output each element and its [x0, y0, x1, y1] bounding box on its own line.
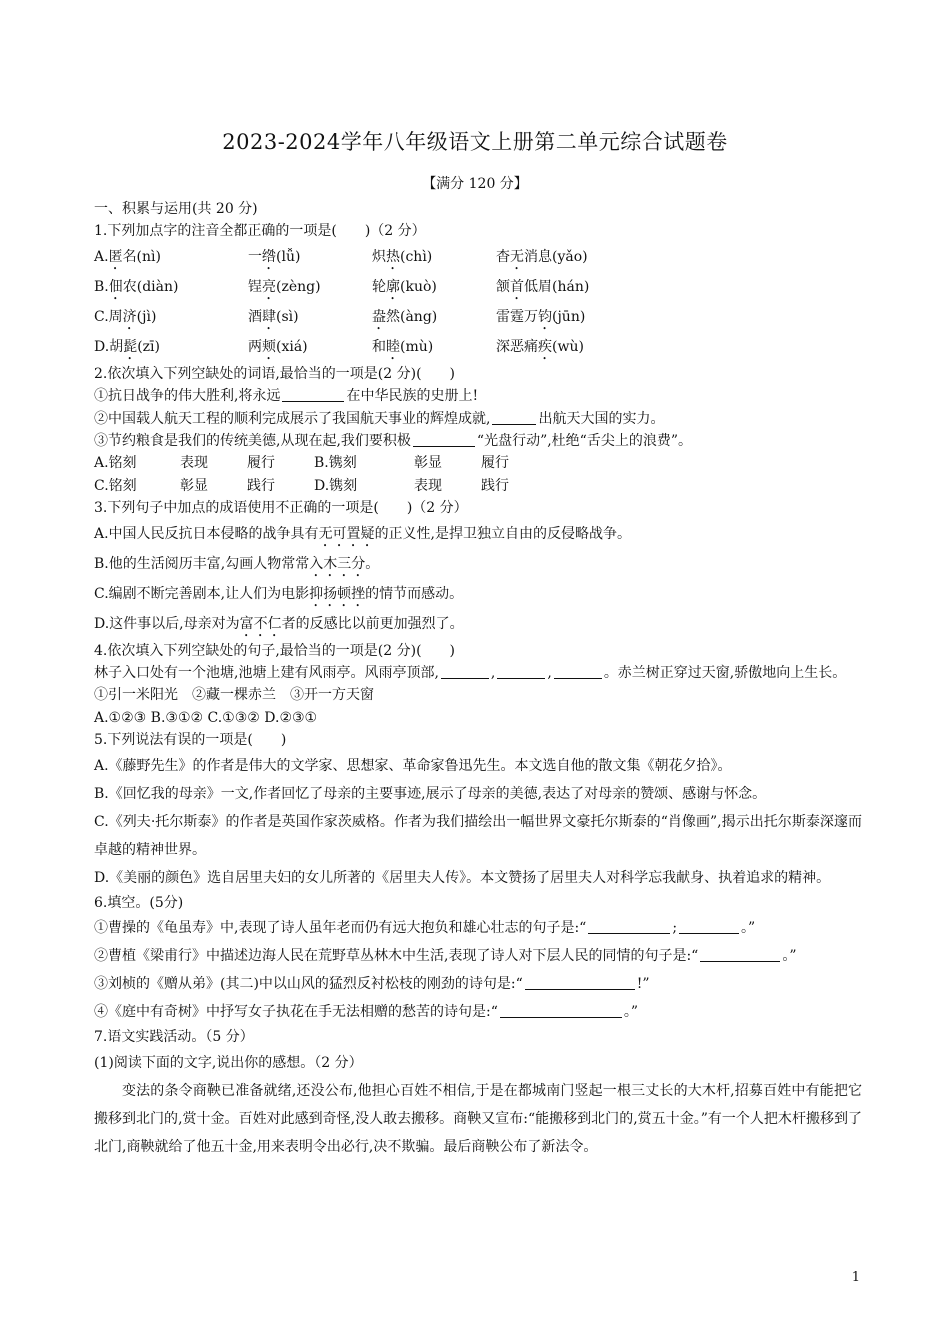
q1-stem: 1.下列加点字的注音全都正确的一项是( )（2 分）	[94, 223, 426, 240]
option-cell	[496, 333, 696, 363]
q3-option-b	[94, 550, 862, 580]
text: !”	[636, 976, 650, 993]
text: B.他的生活阅历丰富,勾画人物常常	[94, 555, 310, 572]
dotted-char: 睦	[386, 338, 400, 355]
answer-blank[interactable]	[441, 663, 489, 679]
text: B.	[94, 278, 109, 295]
dotted-char: 热	[386, 248, 400, 265]
text: 的正义性,是捍卫独立自由的反侵略战争。	[374, 525, 632, 542]
text: 深恶痛	[496, 338, 538, 355]
dotted-idiom: 抑扬顿挫	[309, 585, 366, 602]
answer-blank[interactable]	[588, 918, 670, 934]
q2-sentence-2	[94, 408, 862, 430]
q2-options-ab	[94, 452, 862, 474]
q3-option-d	[94, 610, 862, 640]
option-text: 践行	[247, 477, 275, 494]
option-cell	[496, 273, 696, 303]
answer-blank[interactable]	[554, 663, 602, 679]
answer-blank[interactable]	[525, 974, 635, 990]
option-cell	[372, 273, 496, 303]
answer-blank[interactable]	[413, 431, 475, 447]
full-score: 【满分 120 分】	[422, 176, 528, 192]
dotted-char: 颊	[262, 338, 276, 355]
dotted-char: 钧	[538, 308, 552, 325]
dotted-char: 首	[510, 278, 524, 295]
text: “光盘行动”,杜绝“舌尖上的浪费”。	[476, 433, 692, 450]
option-text: A.铭刻	[94, 455, 137, 472]
q2-stem: 2.依次填入下列空缺处的词语,最恰当的一项是(2 分)( )	[94, 365, 456, 382]
page-number: 1	[851, 1270, 860, 1285]
answer-blank[interactable]	[679, 918, 739, 934]
text: D.这件事以后,母亲对为	[94, 615, 240, 632]
q4-items: ①引一米阳光 ②藏一棵赤兰 ③开一方天窗	[94, 687, 374, 704]
dotted-char: 绺	[262, 248, 276, 265]
q2-options-cd	[94, 475, 862, 497]
text: 名(nì)	[122, 248, 161, 265]
text: 一	[248, 248, 262, 265]
dotted-char: 亮	[262, 278, 276, 295]
text: 雷霆万	[496, 308, 538, 325]
text: 和	[372, 338, 386, 355]
section-heading: 一、积累与运用(共 20 分)	[94, 201, 258, 217]
answer-blank[interactable]	[700, 946, 780, 962]
text: (wù)	[552, 338, 584, 355]
option-cell	[248, 303, 372, 333]
q1-row-a	[94, 243, 862, 273]
text: 锃	[248, 278, 262, 295]
text: 。”	[741, 920, 756, 937]
dotted-char: 佃	[108, 278, 123, 295]
option-cell	[94, 273, 248, 303]
text: (xiá)	[276, 338, 308, 355]
option-text: 表现	[180, 455, 208, 472]
text: A.	[94, 248, 109, 265]
q6-item-4	[94, 998, 862, 1026]
text: 农(diàn)	[122, 278, 179, 295]
text: 者的反感比以前更加强烈了。	[281, 615, 464, 632]
text: (zèng)	[276, 278, 321, 295]
q2-sentence-1	[94, 385, 862, 407]
q6-stem: 6.填空。(5分)	[94, 894, 184, 911]
text: ①抗日战争的伟大胜利,将永远	[94, 388, 281, 405]
text: 。”	[782, 948, 797, 965]
text: 消息(yǎo)	[524, 248, 588, 265]
option-text: 彰显	[414, 455, 442, 472]
text: ;	[672, 920, 678, 937]
q4-stem: 4.依次填入下列空缺处的句子,最恰当的一项是(2 分)( )	[94, 642, 456, 659]
answer-blank[interactable]	[497, 663, 545, 679]
dotted-char: 髭	[123, 338, 138, 355]
option-text: D.镌刻	[314, 477, 358, 494]
option-cell	[372, 243, 496, 273]
text: (mù)	[400, 338, 434, 355]
text: ③刘桢的《赠从弟》(其二)中以山风的猛烈反衬松枝的刚劲的诗句是:“	[94, 976, 523, 993]
dotted-idiom: 入木三分	[309, 555, 366, 572]
text: “	[691, 948, 699, 965]
q6-item-3	[94, 970, 862, 998]
text: 杳	[496, 248, 510, 265]
text: 。赤兰树正穿过天窗,骄傲地向上生长。	[603, 665, 847, 682]
option-cell	[248, 333, 372, 363]
text: 然(àng)	[386, 308, 438, 325]
text: 两	[248, 338, 262, 355]
q5-option-c: C.《列夫·托尔斯泰》的作者是英国作家茨威格。作者为我们描绘出一幅世界文豪托尔斯泰的“肖像画”,揭示出托尔斯泰深邃而卓越的精神世界。	[94, 813, 862, 858]
dotted-char: 无	[510, 248, 524, 265]
text: 在中华民族的史册上!	[346, 388, 479, 405]
q6-item-1	[94, 914, 862, 942]
exam-content	[94, 198, 862, 1161]
text: (lǚ)	[276, 248, 301, 265]
option-text: C.铭刻	[94, 477, 137, 494]
q1-options	[94, 243, 862, 363]
option-cell	[94, 243, 248, 273]
dotted-idiom: 无可置疑	[318, 525, 375, 542]
text: 的情节而感动。	[365, 585, 464, 602]
text: 颔	[496, 278, 510, 295]
q4-text: 林子入口处有一个池塘,池塘上建有风雨亭。风雨亭顶部, , , 。赤兰树正穿过天窗,骄傲地向上生长。	[94, 665, 847, 682]
option-cell	[248, 273, 372, 303]
dotted-idiom: 富不仁	[239, 615, 282, 632]
text: (chì)	[400, 248, 433, 265]
text: ①曹操的《龟虽寿》中,表现了诗人虽年老而仍有远大抱负和雄心壮志的句子是:“	[94, 920, 587, 937]
q5-option-d: D.《美丽的颜色》选自居里夫妇的女儿所著的《居里夫人传》。本文赞扬了居里夫人对科学忘我献身、执着追求的精神。	[94, 869, 831, 886]
text: (jūn)	[552, 308, 586, 325]
q5-stem: 5.下列说法有误的一项是( )	[94, 732, 287, 749]
dotted-char: 济	[122, 308, 137, 325]
dotted-char: 匿	[108, 248, 123, 265]
answer-blank[interactable]	[492, 409, 536, 425]
q3-option-c	[94, 580, 862, 610]
text: (jì)	[136, 308, 157, 325]
dotted-char: 肆	[262, 308, 276, 325]
page-title: 2023-2024学年八年级语文上册第二单元综合试题卷	[222, 130, 728, 154]
q6-item-2	[94, 942, 862, 970]
text: ②曹植《梁甫行》中描述边海人民在荒野草丛林木中生活,表现了诗人对下层人民的同情的句子是:	[94, 948, 692, 965]
text: 。	[365, 555, 380, 572]
text: (sì)	[276, 308, 299, 325]
q1-row-b	[94, 273, 862, 303]
option-text: B.镌刻	[314, 455, 357, 472]
option-text: 履行	[247, 455, 275, 472]
option-cell	[372, 333, 496, 363]
text: ④《庭中有奇树》中抒写女子执花在手无法相赠的愁苦的诗句是:“	[94, 1004, 498, 1021]
text: 。”	[623, 1004, 639, 1021]
q7-passage: 变法的条令商鞅已准备就绪,还没公布,他担心百姓不相信,于是在都城南门竖起一根三丈长的大木杆,招募百姓中有能把它搬移到北门的,赏十金。百姓对此感到奇怪,没人敢去搬移。商鞅又宣布:“能搬移到北门的,赏五十金。”有一个人把木杆搬移到了北门,商鞅就给了他五十金,用来表明令出必行,决不欺骗。最后商鞅公布了新法令。	[94, 1082, 862, 1155]
option-cell	[496, 243, 696, 273]
q1-row-d	[94, 333, 862, 363]
answer-blank[interactable]	[500, 1002, 622, 1018]
q5-option-a: A.《藤野先生》的作者是伟大的文学家、思想家、革命家鲁迅先生。本文选自他的散文集《朝花夕拾》。	[94, 757, 732, 774]
option-text: 履行	[481, 455, 509, 472]
dotted-char: 疾	[538, 338, 552, 355]
q4-options: A.①②③ B.③①② C.①③② D.②③①	[94, 709, 318, 726]
q3-stem: 3.下列句子中加点的成语使用不正确的一项是( )（2 分）	[94, 500, 468, 517]
option-cell	[248, 243, 372, 273]
text: 出航天大国的实力。	[538, 410, 665, 427]
text: ②中国载人航天工程的顺利完成展示了我国航天事业的辉煌成就,	[94, 410, 491, 427]
answer-blank[interactable]	[282, 386, 344, 402]
q3-option-a	[94, 520, 862, 550]
q7-sub1: (1)阅读下面的文字,说出你的感想。（2 分）	[94, 1054, 363, 1071]
text: 林子入口处有一个池塘,池塘上建有风雨亭。风雨亭顶部,	[94, 665, 439, 682]
q1-row-c	[94, 303, 862, 333]
text: ③节约粮食是我们的传统美德,从现在起,我们要积极	[94, 433, 411, 450]
text: 炽	[372, 248, 386, 265]
text: D.胡	[94, 338, 124, 355]
dotted-char: 廓	[386, 278, 400, 295]
text: 低眉(hán)	[524, 278, 590, 295]
option-text: 彰显	[180, 477, 208, 494]
text: C.编剧不断完善剧本,让人们为电影	[94, 585, 310, 602]
q2-sentence-3	[94, 430, 862, 452]
dotted-char: 盎	[372, 308, 386, 325]
text: 酒	[248, 308, 262, 325]
text: 轮	[372, 278, 386, 295]
text: (kuò)	[400, 278, 437, 295]
option-cell	[496, 303, 696, 333]
option-cell	[372, 303, 496, 333]
text: (zī)	[137, 338, 160, 355]
option-cell	[94, 303, 248, 333]
q7-stem: 7.语文实践活动。（5 分）	[94, 1029, 254, 1046]
option-text: 践行	[481, 477, 509, 494]
option-cell	[94, 333, 248, 363]
text: A.中国人民反抗日本侵略的战争具有	[94, 525, 319, 542]
text: C.周	[94, 308, 123, 325]
option-text: 表现	[414, 477, 442, 494]
q5-option-b: B.《回忆我的母亲》一文,作者回忆了母亲的主要事迹,展示了母亲的美德,表达了对母亲的赞颂、感谢与怀念。	[94, 785, 767, 802]
